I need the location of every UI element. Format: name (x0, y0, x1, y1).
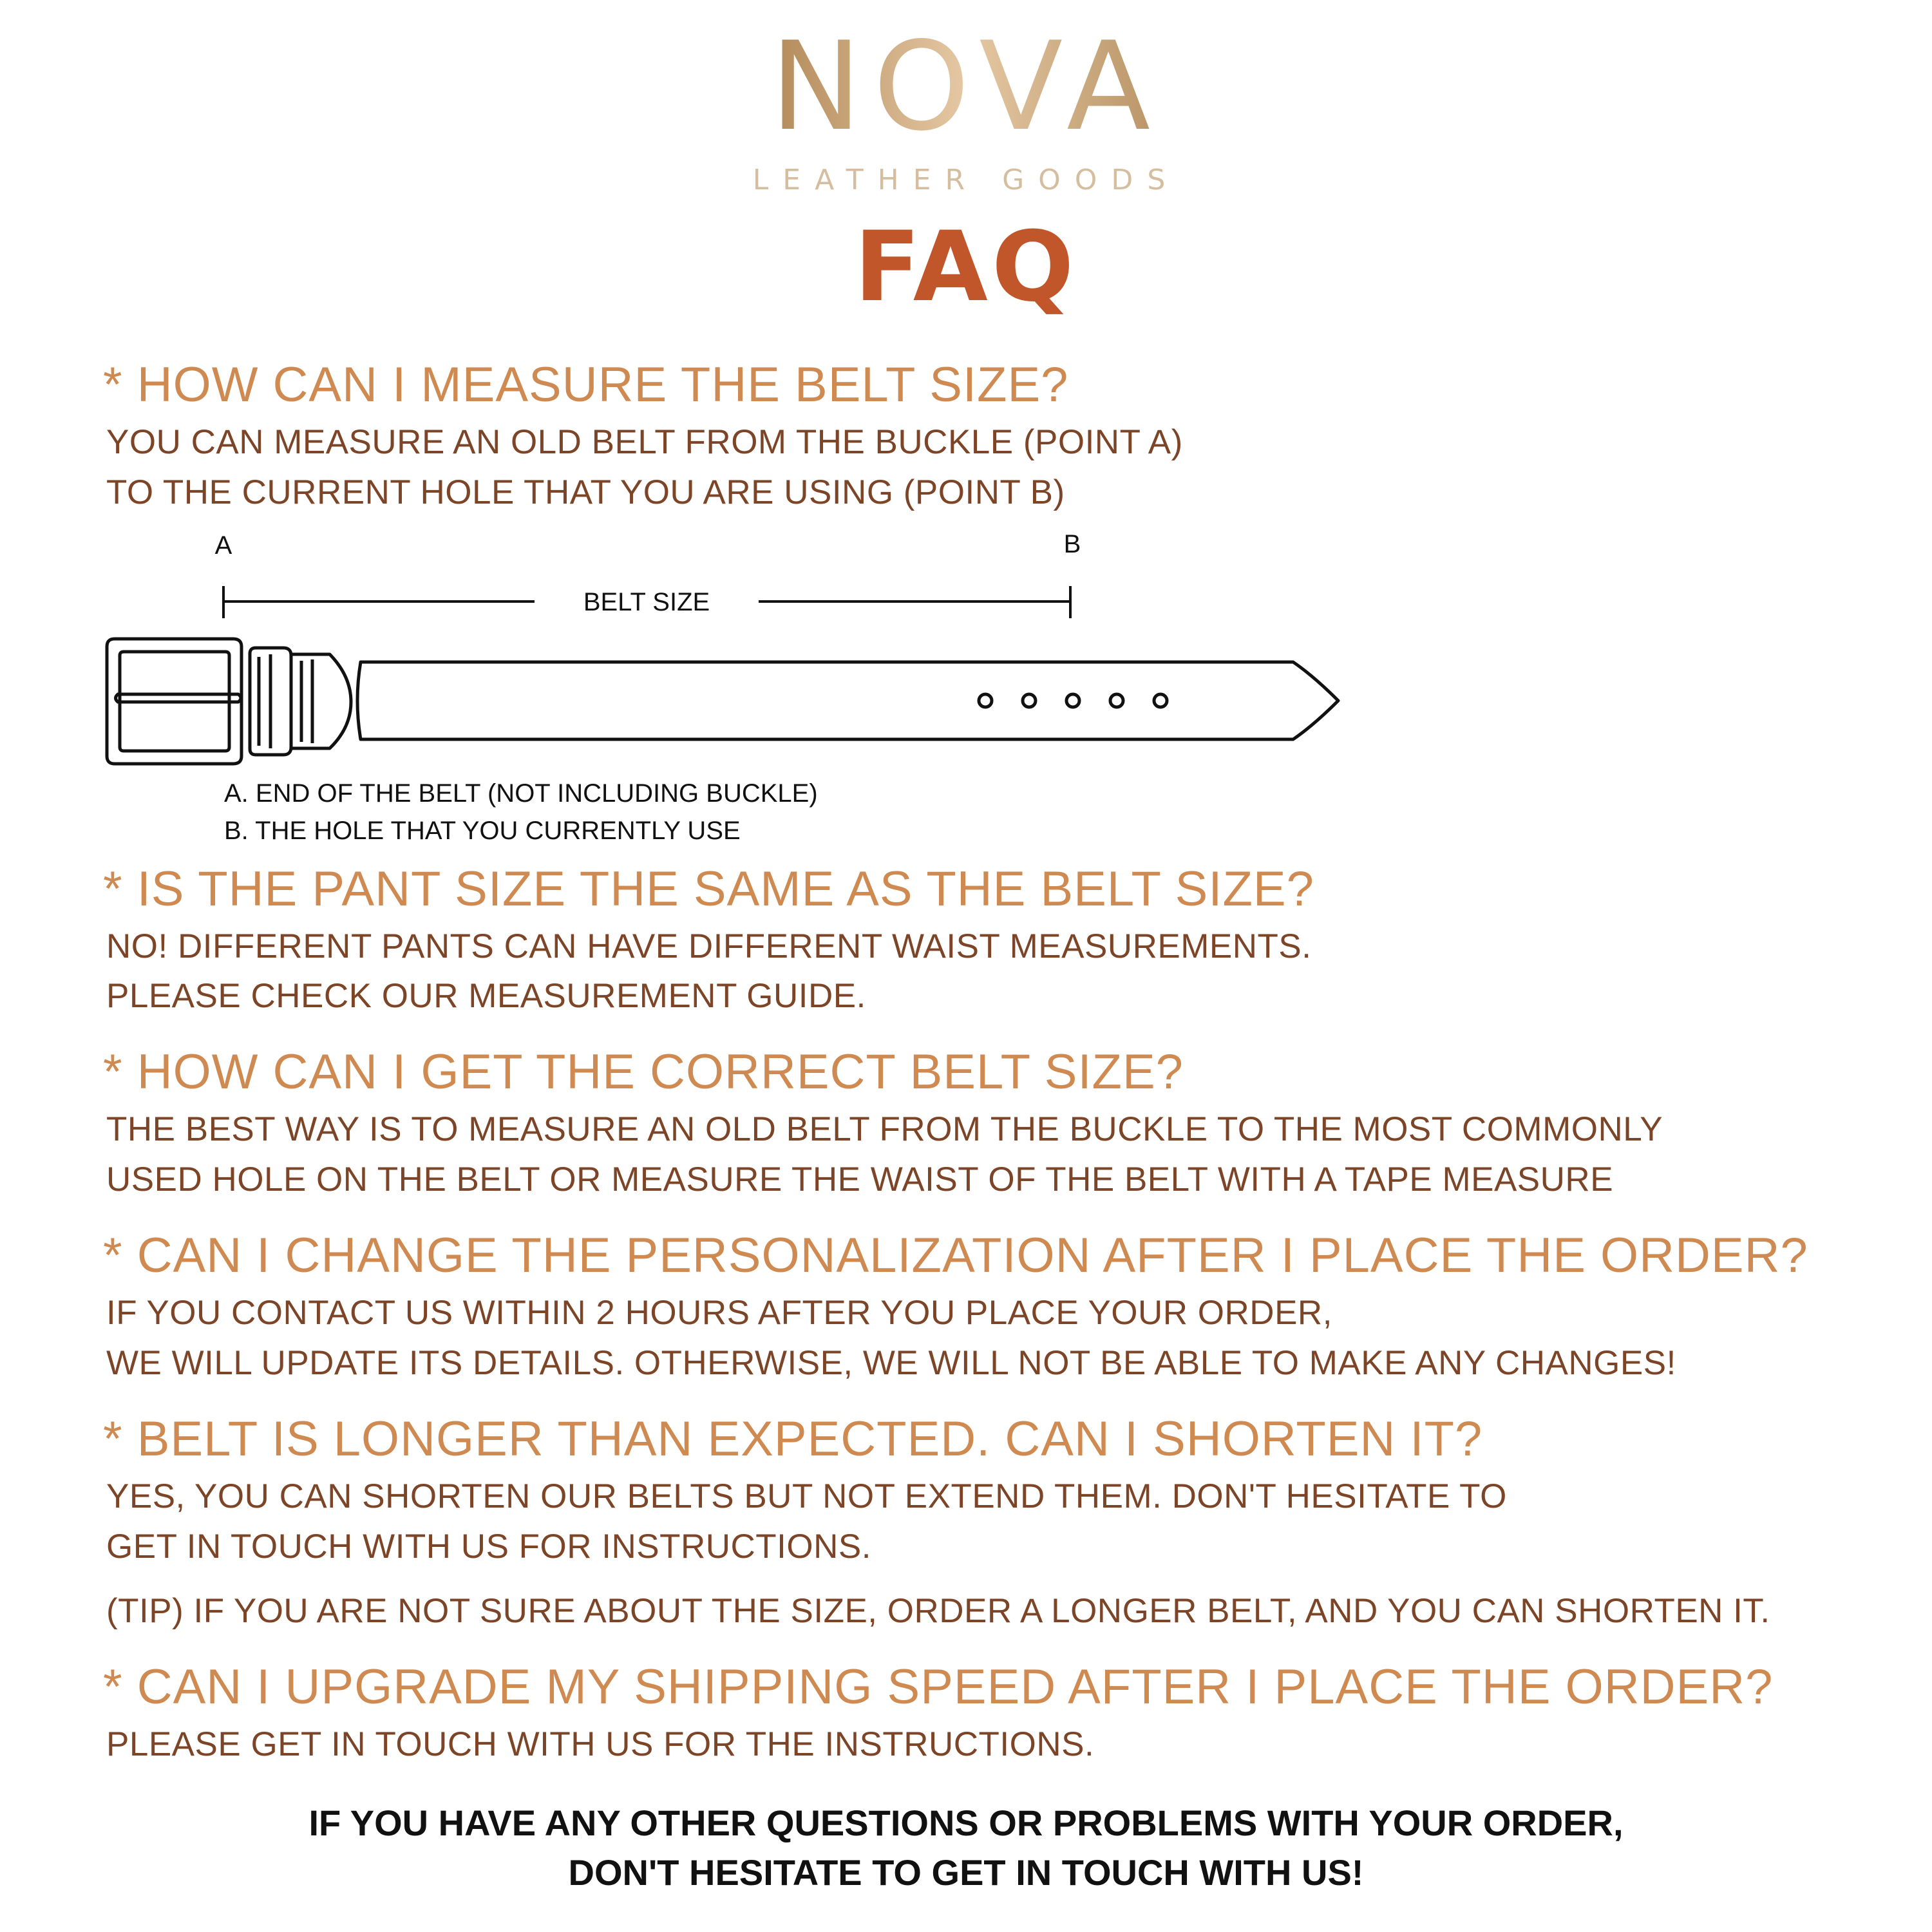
faq-question-6: * CAN I UPGRADE MY SHIPPING SPEED AFTER I PLACE THE ORDER? (103, 1660, 1774, 1714)
faq-question-5: * BELT IS LONGER THAN EXPECTED. CAN I SHORTEN IT? (103, 1412, 1483, 1466)
buckle-icon (107, 639, 242, 764)
faq-answer-2-line-2: PLEASE CHECK OUR MEASUREMENT GUIDE. (106, 977, 866, 1015)
logo-wordmark: NOVA (770, 15, 1162, 158)
diagram-legend-b: B. THE HOLE THAT YOU CURRENTLY USE (224, 817, 741, 845)
point-a-label: A (214, 531, 232, 560)
belt-keeper-icon (250, 648, 351, 755)
faq-tip: (TIP) IF YOU ARE NOT SURE ABOUT THE SIZE, ORDER A LONGER BELT, AND YOU CAN SHORTEN IT. (106, 1592, 1770, 1630)
belt-hole (1110, 694, 1123, 707)
footer-line-2: DON'T HESITATE TO GET IN TOUCH WITH US! (568, 1852, 1364, 1893)
point-b-label: B (1063, 530, 1081, 558)
diagram-legend-a: A. END OF THE BELT (NOT INCLUDING BUCKLE) (224, 779, 818, 808)
faq-question-4: * CAN I CHANGE THE PERSONALIZATION AFTER I PLACE THE ORDER? (103, 1228, 1808, 1283)
faq-answer-4-line-2: WE WILL UPDATE ITS DETAILS. OTHERWISE, WE WILL NOT BE ABLE TO MAKE ANY CHANGES! (106, 1344, 1676, 1382)
belt-strap (357, 662, 1338, 739)
belt-hole (1023, 694, 1036, 707)
faq-answer-3-line-2: USED HOLE ON THE BELT OR MEASURE THE WAIST OF THE BELT WITH A TAPE MEASURE (106, 1160, 1614, 1198)
faq-answer-1-line-1: YOU CAN MEASURE AN OLD BELT FROM THE BUCKLE (POINT A) (106, 423, 1183, 461)
brand-logo (0, 15, 1932, 196)
faq-answer-5-line-1: YES, YOU CAN SHORTEN OUR BELTS BUT NOT EXTEND THEM. DON'T HESITATE TO (106, 1477, 1507, 1515)
belt-hole (1154, 694, 1167, 707)
belt-size-label: BELT SIZE (583, 588, 710, 616)
faq-question-1: * HOW CAN I MEASURE THE BELT SIZE? (103, 357, 1069, 412)
faq-question-2: * IS THE PANT SIZE THE SAME AS THE BELT SIZE? (103, 862, 1314, 916)
faq-answer-4-line-1: IF YOU CONTACT US WITHIN 2 HOURS AFTER YOU PLACE YOUR ORDER, (106, 1294, 1332, 1332)
faq-question-3: * HOW CAN I GET THE CORRECT BELT SIZE? (103, 1045, 1184, 1099)
page-title: FAQ (854, 211, 1078, 323)
faq-answer-1-line-2: TO THE CURRENT HOLE THAT YOU ARE USING (POINT B) (106, 473, 1065, 511)
faq-answer-3-line-1: THE BEST WAY IS TO MEASURE AN OLD BELT FROM THE BUCKLE TO THE MOST COMMONLY (106, 1110, 1663, 1148)
footer-line-1: IF YOU HAVE ANY OTHER QUESTIONS OR PROBLEMS WITH YOUR ORDER, (308, 1803, 1624, 1843)
faq-answer-5-line-2: GET IN TOUCH WITH US FOR INSTRUCTIONS. (106, 1528, 871, 1566)
belt-hole (1066, 694, 1079, 707)
faq-answer-6-line-1: PLEASE GET IN TOUCH WITH US FOR THE INSTRUCTIONS. (106, 1725, 1095, 1763)
logo-tagline: LEATHER GOODS (752, 164, 1180, 196)
belt-hole (979, 694, 992, 707)
faq-answer-2-line-1: NO! DIFFERENT PANTS CAN HAVE DIFFERENT WAIST MEASUREMENTS. (106, 927, 1312, 965)
